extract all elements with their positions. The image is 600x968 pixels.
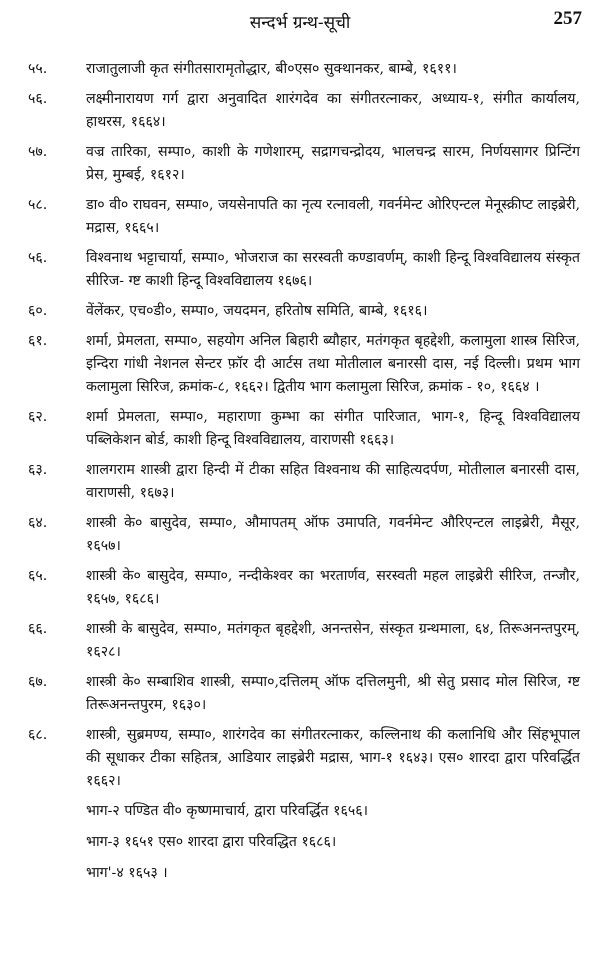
reference-text: विश्वनाथ भट्टाचार्या, सम्पा०, भोजराज का सरस्वती कण्डावर्णम्, काशी हिन्दू विश्वविद्यालय संस्कृत सीरिज- ग्ष्ट काशी हिन्दू विश्वविद्यालय १६७६।: [86, 250, 580, 289]
reference-entry: [0, 141, 600, 187]
reference-text: शास्त्री के० बासुदेव, सम्पा०, औमापतम् ऑफ उमापति, गवर्नमेन्ट औरिएन्टल लाइब्रेरी, मैसूर, १६५७।: [86, 515, 580, 554]
reference-text: शर्मा प्रेमलता, सम्पा०, महाराणा कुम्भा का संगीत पारिजात, भाग-१, हिन्दू विश्वविद्यालय पब्लिकेशन बोर्ड, काशी हिन्दू विश्वविद्यालय, वाराणसी १६६३।: [86, 409, 580, 448]
reference-entry: [0, 512, 600, 558]
reference-number: ६१.: [28, 333, 48, 349]
reference-text: डा० वी० राघवन, सम्पा०, जयसेनापति का नृत्य रत्नावली, गवर्नमेन्ट ओरिएन्टल मेनूस्क्रीप्ट लाइब्रेरी, मद्रास, १६६५।: [86, 197, 580, 236]
reference-text: वज्र तारिका, सम्पा०, काशी के गणेशारम्, सद्रागचन्द्रोदय, भालचन्द्र सारम, निर्णयसागर प्रिन्टिंग प्रेस, मुम्बई, १६१२।: [86, 144, 580, 183]
reference-entry: [0, 194, 600, 240]
reference-entry: [0, 247, 600, 293]
reference-number: ६८.: [28, 727, 48, 743]
reference-number: ६५.: [28, 568, 48, 584]
reference-text: शास्त्री के० सम्बाशिव शास्त्री, सम्पा०,दत्तिलम् ऑफ दत्तिलमुनी, श्री सेतु प्रसाद मोल सिरिज, ग्ष्ट तिरूअनन्तपुरम, १६३०।: [86, 674, 580, 713]
reference-subentry: भाग'-४ १६५३ ।: [86, 865, 168, 881]
reference-number: ६४.: [28, 515, 48, 531]
reference-number: ६०.: [28, 303, 48, 319]
reference-entry: [0, 618, 600, 664]
reference-entry: [0, 88, 600, 134]
page-number: 257: [553, 8, 582, 29]
reference-entry: [0, 565, 600, 611]
reference-text: वेंलेंकर, एच०डी०, सम्पा०, जयदमन, हरितोष समिति, बाम्बे, १६१६।: [86, 303, 428, 319]
reference-entry: [0, 671, 600, 717]
reference-number: ५६.: [28, 91, 48, 107]
reference-text: शास्त्री के बासुदेव, सम्पा०, मतंगकृत बृहद्देशी, अनन्तसेन, संस्कृत ग्रन्थमाला, ६४, तिरूअनन्तपुरम्, १६२८।: [86, 621, 580, 660]
reference-subentry: भाग-२ पण्डित वी० कृष्णमाचार्य, द्वारा परिवर्द्धित १६५६।: [86, 803, 368, 819]
reference-number: ५८.: [28, 197, 48, 213]
reference-subentry: भाग-३ १६५१ एस० शारदा द्वारा परिवद्धित १६८६।: [86, 834, 337, 850]
reference-text: शास्त्री के० बासुदेव, सम्पा०, नन्दीकेश्वर का भरतार्णव, सरस्वती महल लाइब्रेरी सीरिज, तन्जौर, १६५७, १६८६।: [86, 568, 580, 607]
reference-number: ५७.: [28, 144, 48, 160]
reference-entry: [0, 58, 600, 81]
reference-text: शालगराम शास्त्री द्वारा हिन्दी में टीका सहित विश्वनाथ की साहित्यदर्पण, मोतीलाल बनारसी दास, वाराणसी, १६७३।: [86, 462, 580, 501]
reference-number: ६७.: [28, 674, 48, 690]
reference-text: शास्त्री, सुब्रमण्य, सम्पा०, शारंगदेव का संगीतरत्नाकर, कल्लिनाथ की कलानिधि और सिंहभूपाल की सूधाकर टीका सहितत्र, आडियार लाइब्रेरी मद्रास, भाग-१ १६४३। एस० शारदा द्वारा परिवर्द्धित १६६२।: [86, 727, 580, 789]
reference-text: शर्मा, प्रेमलता, सम्पा०, सहयोग अनिल बिहारी ब्यौहार, मतंगकृत बृहद्देशी, कलामुला शास्त्र सिरिज, इन्दिरा गांधी नेशनल सेन्टर फ़ॉर दी आर्टस तथा मोतीलाल बनारसी दास, नई दिल्ली। प्रथम भाग कलामुला सिरिज, क्रमांक-८, १६६२। द्वितीय भाग कलामुला सिरिज, क्रमांक - १०, १६६४ ।: [86, 333, 580, 395]
running-title: सन्दर्भ ग्रन्थ-सूची: [249, 13, 351, 33]
reference-text: राजातुलाजी कृत संगीतसारामृतोद्धार, बी०एस० सुक्थानकर, बाम्बे, १६११।: [86, 61, 457, 77]
reference-entry: [0, 300, 600, 323]
reference-number: ६६.: [28, 621, 48, 637]
reference-number: ६२.: [28, 409, 48, 425]
reference-entry: [0, 406, 600, 452]
page-header: [0, 0, 600, 42]
reference-number: ६३.: [28, 462, 48, 478]
reference-number: ५६.: [28, 250, 48, 266]
reference-text: लक्ष्मीनारायण गर्ग द्वारा अनुवादित शारंगदेव का संगीतरत्नाकर, अध्याय-१, संगीत कार्यालय, हाथरस, १६६४।: [86, 91, 580, 130]
reference-entry: [0, 330, 600, 399]
reference-entry: [0, 724, 600, 793]
reference-list: [0, 58, 600, 893]
reference-number: ५५.: [28, 61, 48, 77]
reference-entry: [0, 459, 600, 505]
